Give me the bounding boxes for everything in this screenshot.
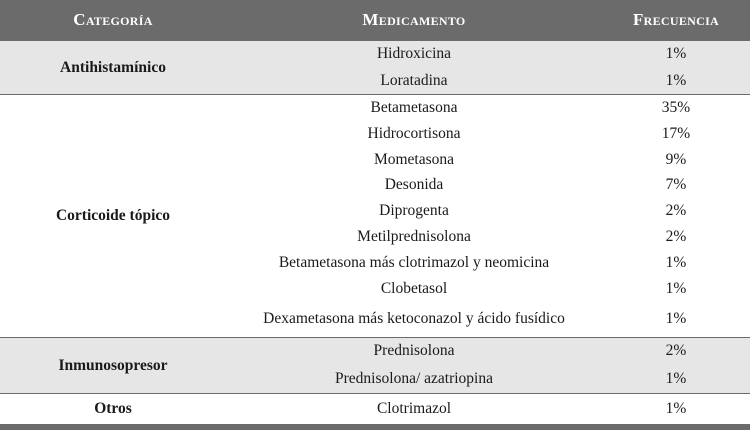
- frequency-cell: 2%: [602, 198, 750, 224]
- medication-cell: Loratadina: [226, 68, 602, 95]
- frequency-cell: 1%: [602, 250, 750, 276]
- medication-cell: Prednisolona: [226, 338, 602, 365]
- medication-cell: Betametasona: [226, 95, 602, 121]
- medication-cell: Hidroxicina: [226, 41, 602, 68]
- medication-cell: Diprogenta: [226, 198, 602, 224]
- frequency-cell: 2%: [602, 338, 750, 365]
- frequency-cell: 1%: [602, 365, 750, 394]
- frequency-cell: 1%: [602, 41, 750, 68]
- frequency-cell: 1%: [602, 394, 750, 427]
- category-antihistaminico: Antihistamínico: [0, 41, 226, 95]
- frequency-cell: 17%: [602, 121, 750, 147]
- header-category: Categoría: [0, 0, 226, 41]
- header-row: [0, 0, 750, 41]
- medication-cell: Betametasona más clotrimazol y neomicina: [226, 250, 602, 276]
- frequency-cell: 35%: [602, 95, 750, 121]
- medication-cell: Mometasona: [226, 147, 602, 173]
- medication-cell: Hidrocortisona: [226, 121, 602, 147]
- table-row: [0, 41, 750, 68]
- table-row: [0, 95, 750, 121]
- frequency-cell: 1%: [602, 68, 750, 95]
- frequency-cell: 7%: [602, 173, 750, 198]
- table-row: [0, 394, 750, 427]
- medication-cell: Clobetasol: [226, 276, 602, 302]
- medication-cell: Metilprednisolona: [226, 224, 602, 250]
- frequency-cell: 1%: [602, 276, 750, 302]
- table-row: [0, 338, 750, 365]
- medication-cell: Dexametasona más ketoconazol y ácido fusídico: [226, 302, 602, 338]
- medication-cell: Desonida: [226, 173, 602, 198]
- category-inmunosopresor: Inmunosopresor: [0, 338, 226, 394]
- frequency-cell: 9%: [602, 147, 750, 173]
- header-medication: Medicamento: [226, 0, 602, 41]
- frequency-cell: 1%: [602, 302, 750, 338]
- header-frequency: Frecuencia: [602, 0, 750, 41]
- medication-cell: Prednisolona/ azatriopina: [226, 365, 602, 394]
- frequency-cell: 2%: [602, 224, 750, 250]
- category-corticoide-topico: Corticoide tópico: [0, 95, 226, 338]
- medication-cell: Clotrimazol: [226, 394, 602, 427]
- category-otros: Otros: [0, 394, 226, 427]
